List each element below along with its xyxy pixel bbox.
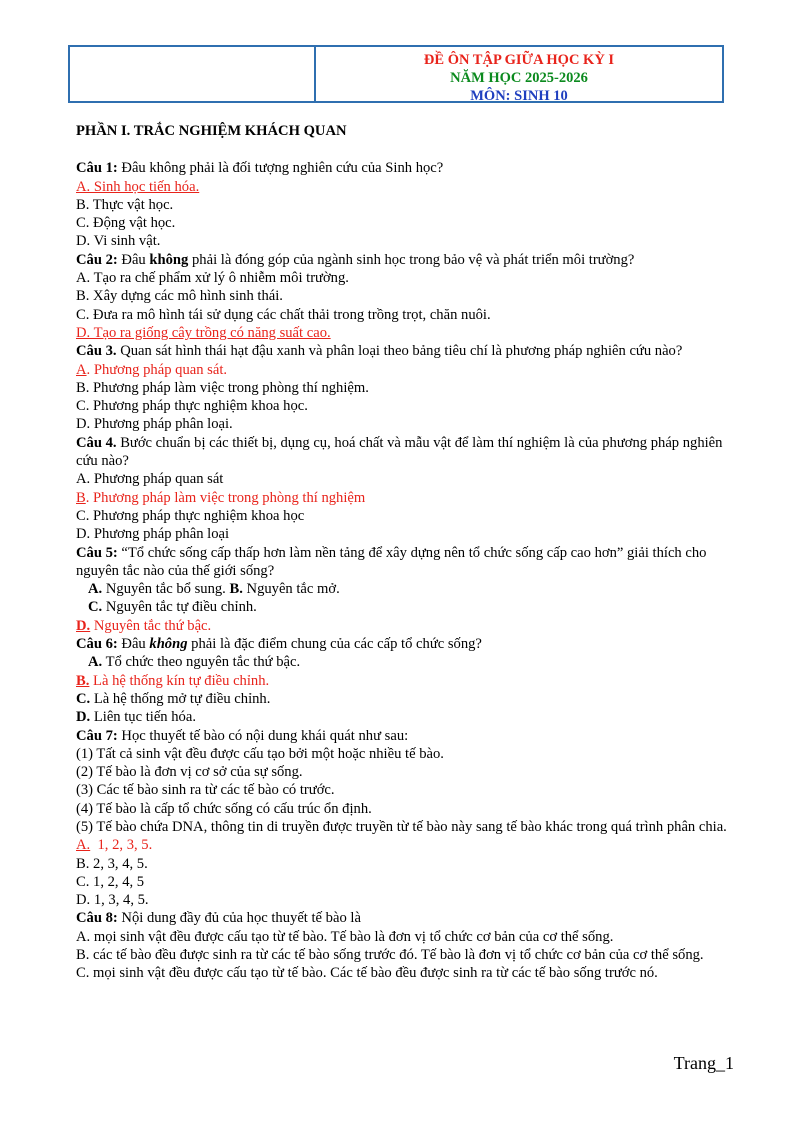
- question-4: [76, 434, 740, 471]
- answer-text: Là hệ thống kín tự điều chỉnh.: [89, 672, 270, 689]
- option-letter: B.: [229, 581, 243, 598]
- option-text: Nguyên tắc mở.: [242, 581, 340, 598]
- question-label: Câu 7:: [76, 727, 118, 744]
- option-text: Liên tục tiến hóa.: [90, 709, 196, 726]
- question-label: Câu 6:: [76, 636, 118, 653]
- question-text-strong: không: [149, 251, 189, 268]
- q6-option-d: [76, 708, 740, 726]
- q2-option-b: B. Xây dựng các mô hình sinh thái.: [76, 288, 283, 305]
- question-6: [76, 635, 740, 653]
- option-letter: A.: [88, 581, 103, 598]
- q3-option-a: [76, 361, 740, 379]
- option-text: Là hệ thống mở tự điều chỉnh.: [90, 690, 271, 707]
- option-text: Nguyên tắc tự điều chỉnh.: [102, 599, 257, 616]
- q4-option-d: D. Phương pháp phân loại: [76, 526, 230, 543]
- school-year: NĂM HỌC 2025-2026: [450, 70, 588, 86]
- q4-option-c: C. Phương pháp thực nghiệm khoa học: [76, 507, 305, 524]
- q5-option-c: [76, 598, 740, 616]
- question-text-post: phải là đóng góp của ngành sinh học trong bảo vệ và phát triển môi trường?: [188, 251, 635, 268]
- answer-letter: A.: [76, 837, 91, 854]
- q3-option-b: B. Phương pháp làm việc trong phòng thí nghiệm.: [76, 379, 369, 396]
- question-text-strong: không: [149, 636, 188, 653]
- question-3: [76, 342, 740, 360]
- question-label: Câu 8:: [76, 910, 118, 927]
- q1-option-c: C. Động vật học.: [76, 215, 176, 232]
- question-text: Học thuyết tế bào có nội dung khái quát như sau:: [117, 727, 409, 744]
- page-number: Trang_1: [673, 1053, 734, 1073]
- subject: MÔN: SINH 10: [470, 88, 568, 104]
- question-text: Nội dung đầy đủ của học thuyết tế bào là: [117, 910, 361, 927]
- q2-option-a: A. Tạo ra chế phẩm xử lý ô nhiễm môi trường.: [76, 270, 349, 287]
- q5-option-d: [76, 617, 740, 635]
- question-1: [76, 159, 740, 177]
- exam-title: ĐỀ ÔN TẬP GIỮA HỌC KỲ I: [423, 52, 615, 68]
- header-right-cell: [316, 47, 722, 104]
- question-5: [76, 544, 740, 581]
- q1-option-d: D. Vi sinh vật.: [76, 233, 161, 250]
- q7-statement-4: (4) Tế bào là cấp tổ chức sống có cấu trúc ổn định.: [76, 800, 372, 817]
- option-text: Tổ chức theo nguyên tắc thứ bậc.: [102, 654, 301, 671]
- question-text-post: phải là đặc điểm chung của các cấp tổ chức sống?: [187, 636, 482, 653]
- q7-option-a: [76, 836, 740, 854]
- question-2: [76, 251, 740, 269]
- q2-option-c: C. Đưa ra mô hình tái sử dụng các chất thải trong trồng trọt, chăn nuôi.: [76, 306, 491, 323]
- q7-statement-2: (2) Tế bào là đơn vị cơ sở của sự sống.: [76, 764, 303, 781]
- q7-option-d: D. 1, 3, 4, 5.: [76, 892, 149, 909]
- question-label: Câu 1:: [76, 160, 118, 177]
- option-letter: A.: [88, 654, 103, 671]
- q5-options-ab: [76, 580, 740, 598]
- answer-text: 1, 2, 3, 5.: [90, 837, 153, 854]
- content: [76, 122, 740, 983]
- q2-option-d: D. Tạo ra giống cây trồng có năng suất cao.: [76, 324, 331, 341]
- question-label: Câu 5:: [76, 544, 118, 561]
- question-text: Bước chuẩn bị các thiết bị, dụng cụ, hoá chất và mẫu vật để làm thí nghiệm là của phương pháp nghiên cứu nào?: [76, 434, 723, 470]
- q6-option-a: [76, 653, 740, 671]
- q7-statement-5: (5) Tế bào chứa DNA, thông tin di truyền được truyền từ tế bào này sang tế bào khác trong quá trình phân chia.: [76, 818, 727, 835]
- q1-option-a: A. Sinh học tiến hóa.: [76, 178, 200, 195]
- question-7: [76, 727, 740, 745]
- answer-letter: B: [76, 489, 86, 506]
- q4-option-b: [76, 489, 740, 507]
- q3-option-d: D. Phương pháp phân loại.: [76, 416, 233, 433]
- question-label: Câu 2:: [76, 251, 118, 268]
- q8-option-b: B. các tế bào đều được sinh ra từ các tế bào sống trước đó. Tế bào là đơn vị tổ chức cơ bản của cơ thể sống.: [76, 947, 704, 964]
- question-text: Đâu không phải là đối tượng nghiên cứu của Sinh học?: [117, 160, 444, 177]
- section-title: PHẦN I. TRẮC NGHIỆM KHÁCH QUAN: [76, 123, 347, 139]
- q7-option-c: C. 1, 2, 4, 5: [76, 873, 145, 890]
- q1-option-b: B. Thực vật học.: [76, 196, 174, 213]
- q8-option-a: A. mọi sinh vật đều được cấu tạo từ tế bào. Tế bào là đơn vị tổ chức cơ bản của cơ thể sống.: [76, 928, 614, 945]
- answer-text: . Phương pháp quan sát.: [86, 361, 228, 378]
- q7-statement-3: (3) Các tế bào sinh ra từ các tế bào có trước.: [76, 782, 335, 799]
- question-8: [76, 909, 740, 927]
- option-text: Nguyên tắc bổ sung.: [102, 581, 230, 598]
- option-letter: D.: [76, 709, 91, 726]
- option-letter: C.: [76, 690, 91, 707]
- answer-text: . Phương pháp làm việc trong phòng thí nghiệm: [85, 489, 366, 506]
- question-text: Quan sát hình thái hạt đậu xanh và phân loại theo bảng tiêu chí là phương pháp nghiên cứu nào?: [116, 343, 683, 360]
- header-left-cell: [70, 47, 316, 101]
- q4-option-a: A. Phương pháp quan sát: [76, 471, 224, 488]
- q3-option-c: C. Phương pháp thực nghiệm khoa học.: [76, 398, 308, 415]
- q6-option-c: [76, 690, 740, 708]
- option-letter: C.: [88, 599, 103, 616]
- header-table: [68, 45, 724, 103]
- question-label: Câu 3.: [76, 343, 117, 360]
- question-text-pre: Đâu: [117, 636, 150, 653]
- q6-option-b: [76, 672, 740, 690]
- q7-option-b: B. 2, 3, 4, 5.: [76, 855, 148, 872]
- question-text: “Tổ chức sống cấp thấp hơn làm nền tảng để xây dựng nên tổ chức sống cấp cao hơn” giải thích cho nguyên tắc nào của thế giới sống?: [76, 544, 707, 579]
- q7-statement-1: (1) Tất cả sinh vật đều được cấu tạo bởi một hoặc nhiều tế bào.: [76, 745, 444, 762]
- answer-letter: B.: [76, 672, 90, 689]
- question-text-pre: Đâu: [117, 251, 150, 268]
- q8-option-c: C. mọi sinh vật đều được cấu tạo từ tế bào. Các tế bào đều được sinh ra từ các tế bào sống trước nó.: [76, 965, 658, 982]
- answer-letter: D.: [76, 617, 91, 634]
- answer-text: Nguyên tắc thứ bậc.: [90, 617, 212, 634]
- answer-letter: A: [76, 361, 87, 378]
- question-label: Câu 4.: [76, 434, 117, 451]
